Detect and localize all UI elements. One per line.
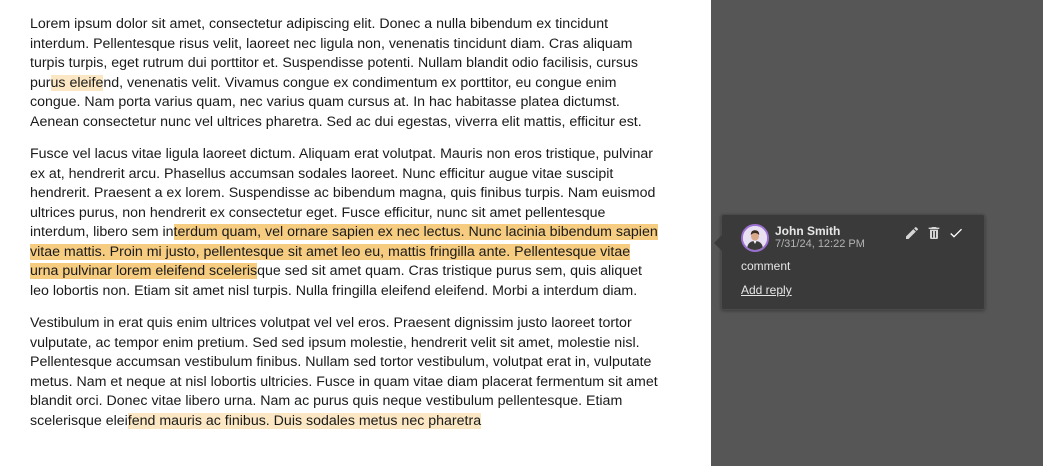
- add-reply-link[interactable]: Add reply: [741, 283, 792, 297]
- comment-card[interactable]: [721, 214, 985, 310]
- paragraph-1-text-before: Lorem ipsum dolor sit amet, consectetur adipiscing elit. Donec a nulla bibendum ex tincidunt interdum. Pellentesque risus velit, laoreet nec ligula non, venenatis tincidunt diam. Cras aliquam turpis turpis, eget rutrum dui porttitor et. Suspendisse potenti. Nullam blandit odio facilisis, cursus pur: [30, 16, 638, 91]
- trash-icon: [926, 225, 942, 241]
- avatar-icon: [743, 226, 767, 250]
- delete-comment-button[interactable]: [926, 225, 942, 241]
- pencil-icon: [904, 225, 920, 241]
- paragraph-3[interactable]: [30, 314, 660, 431]
- comment-card-pointer: [714, 235, 722, 251]
- paragraph-2-text-before: Fusce vel lacus vitae ligula laoreet dictum. Aliquam erat volutpat. Mauris non eros tristique, pulvinar ex at, hendrerit arcu. Phasellus accumsan sodales laoreet. Nunc efficitur augue vitae suscipit hendrerit. Praesent a ex lorem. Suspendisse ac bibendum magna, quis finibus turpis. Nam euismod ultrices purus, non hendrerit ex consectetur eget. Fusce efficitur, nunc sit amet pellentesque interdum, libero sem in: [30, 146, 656, 240]
- comment-author: John Smith: [775, 224, 841, 238]
- resolve-comment-button[interactable]: [948, 225, 964, 241]
- edit-comment-button[interactable]: [904, 225, 920, 241]
- paragraph-1-text-after: nd, venenatis velit. Vivamus congue ex condimentum ex porttitor, eu congue enim congue. Nam porta varius quam, nec varius quam cursus at. In hac habitasse platea dictumst. Aenean consectetur nunc vel ultrices pharetra. Sed ac dui egestas, viverra elit mattis, efficitur est.: [30, 74, 642, 130]
- paragraph-2[interactable]: [30, 145, 660, 301]
- comment-body: comment: [741, 259, 791, 273]
- checkmark-icon: [948, 225, 964, 241]
- comment-highlight-3[interactable]: fend mauris ac finibus. Duis sodales metus nec pharetra: [127, 412, 482, 429]
- paragraph-3-text-before: Vestibulum in erat quis enim ultrices volutpat vel vel eros. Praesent dignissim justo laoreet tortor vulputate, ac tempor enim pretium. Sed sed ipsum molestie, hendrerit velit sit amet, molestie nisl. Pellentesque accumsan vestibulum finibus. Nullam sed tortor vestibulum, volutpat erat in, vulputate metus. Nam et neque at nisl lobortis ultricies. Fusce in quam vitae diam placerat fermentum sit amet blandit orci. Donec vitae libero urna. Nam ac purus quis neque vestibulum pellentesque. Etiam scelerisque elei: [30, 315, 658, 429]
- comment-timestamp: 7/31/24, 12:22 PM: [775, 238, 865, 250]
- paragraph-1[interactable]: [30, 15, 660, 132]
- comment-highlight-active[interactable]: terdum quam, vel ornare sapien ex nec lectus. Nunc lacinia bibendum sapien vitae mattis. Proin mi justo, pellentesque sit amet leo eu, mattis fringilla ante. Pellentesque vitae urna pulvinar lorem eleifend sceleris: [30, 224, 658, 279]
- comments-sidebar: [711, 0, 1043, 466]
- user-avatar: [741, 224, 769, 252]
- document-body: [30, 15, 660, 444]
- comment-highlight-1[interactable]: us eleife: [50, 74, 104, 91]
- paragraph-2-text-after: que sed sit amet quam. Cras tristique purus sem, quis aliquet leo lobortis non. Etiam sit amet nisl turpis. Nulla fringilla eleifend eleifend. Morbi a interdum diam.: [30, 263, 642, 299]
